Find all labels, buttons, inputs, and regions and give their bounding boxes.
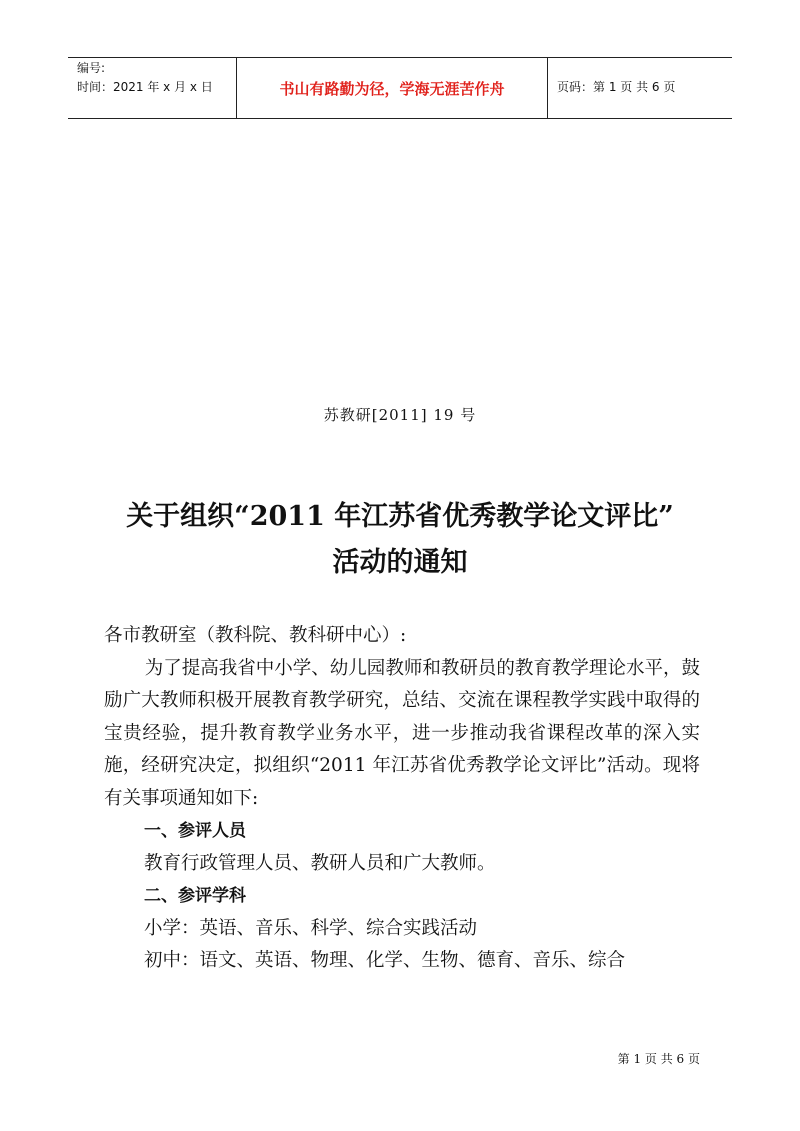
document-number: 苏教研[2011] 19 号 (323, 406, 477, 424)
time-label: 时间：2021 年 x 月 x 日 (77, 80, 213, 94)
number-label: 编号: (77, 61, 106, 75)
page-footer: 第 1 页 共 6 页 (617, 1052, 700, 1066)
section-heading-subjects: 二、参评学科 (144, 886, 246, 906)
salutation: 各市教研室（教科院、教科研中心）: (104, 625, 407, 646)
header-page-info: 页码：第 1 页 共 6 页 (557, 80, 676, 94)
document-title-line1: 关于组织“2011 年江苏省优秀教学论文评比” (126, 501, 674, 532)
header-divider-right (547, 58, 548, 118)
primary-subjects: 小学：英语、音乐、科学、综合实践活动 (144, 917, 478, 939)
intro-paragraph: 为了提高我省中小学、幼儿园教师和教研员的教育教学理论水平，鼓励广大教师积极开展教育教学研究，总结、交流在课程教学实践中取得的宝贵经验，提升教育教学业务水平，进一步推动我省课程改革的深入实施，经研究决定，拟组织“2011 年江苏省优秀教学论文评比”活动。现将有关事项通知如下: (104, 657, 700, 809)
participants-text: 教育行政管理人员、教研人员和广大教师。 (144, 852, 496, 874)
page-header (68, 57, 732, 119)
header-motto: 书山有路勤为径，学海无涯苦作舟 (279, 80, 505, 98)
document-title-line2: 活动的通知 (332, 547, 468, 578)
junior-subjects: 初中：语文、英语、物理、化学、生物、德育、音乐、综合 (144, 950, 626, 971)
document-body (104, 620, 700, 978)
section-heading-participants: 一、参评人员 (144, 821, 246, 841)
